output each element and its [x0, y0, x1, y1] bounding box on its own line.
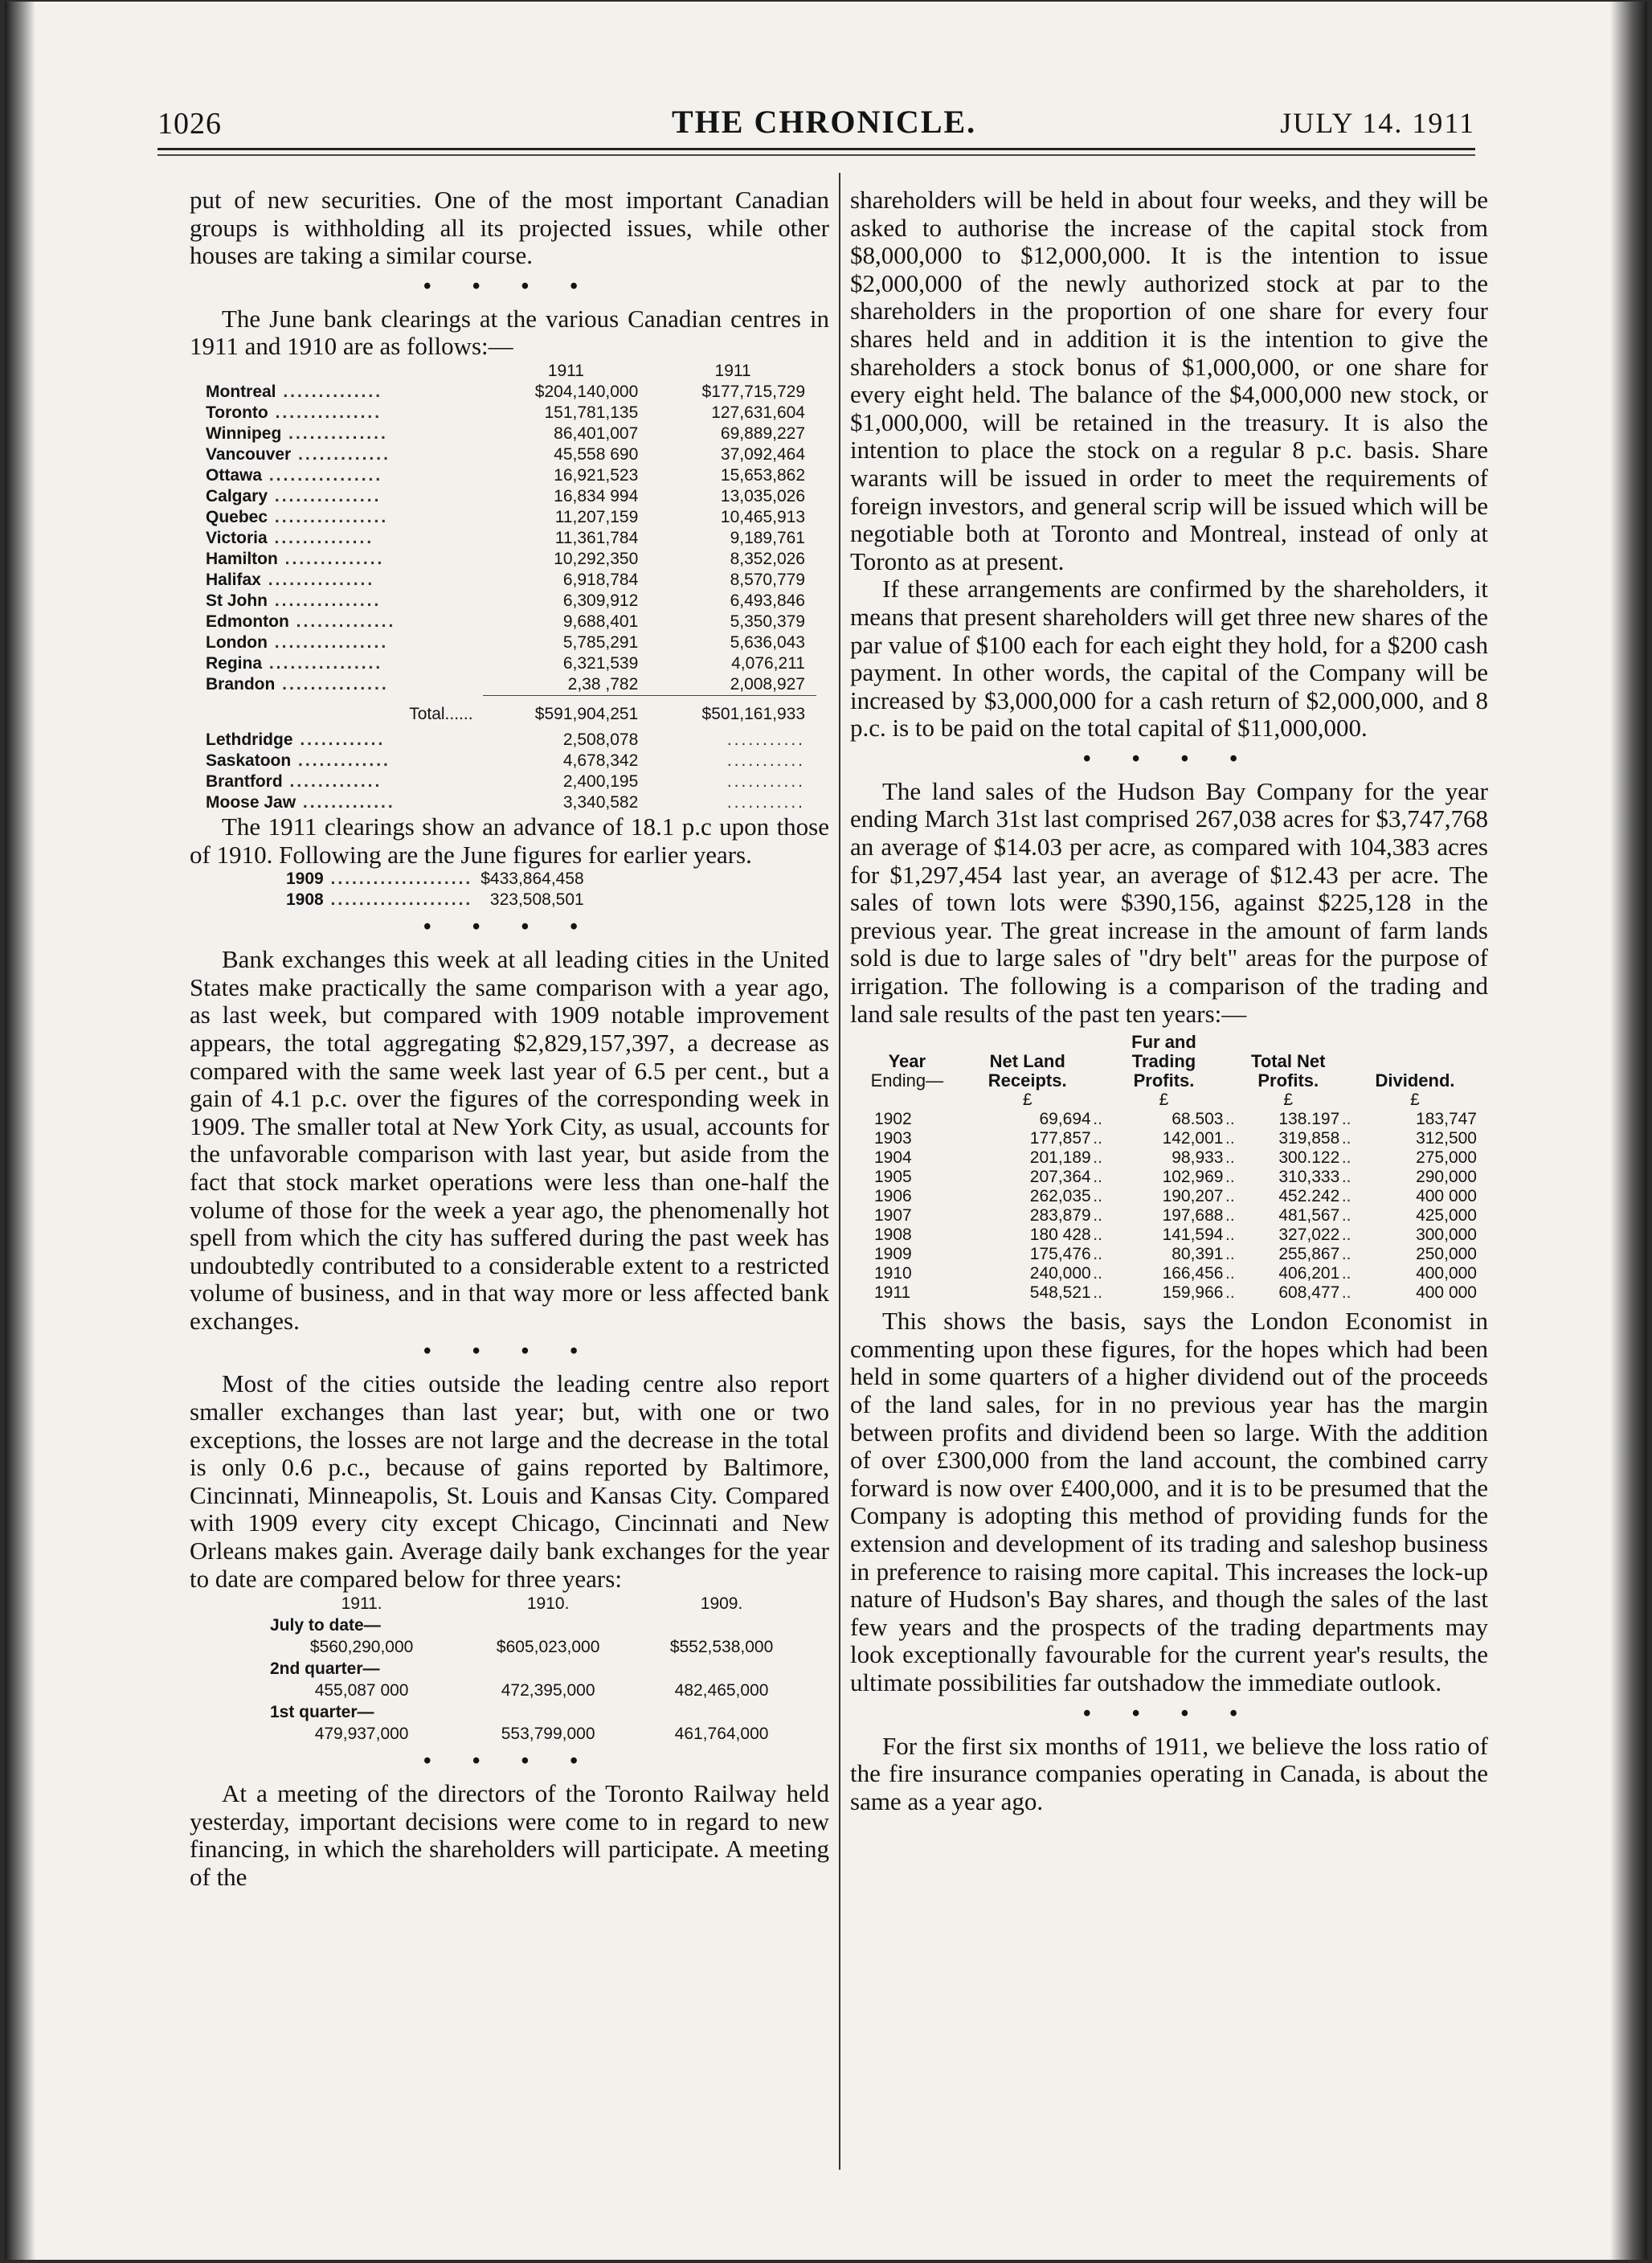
leader-dots: ...............: [260, 570, 375, 589]
leader-dots: ..: [1341, 1283, 1351, 1303]
earlier-year-value: 323,508,501: [489, 890, 584, 910]
hudson-year: 1904: [874, 1148, 912, 1168]
clearings-value-1911: 11,361,784: [554, 528, 639, 547]
leader-dots: ................: [267, 632, 389, 652]
hudson-dividend: 400 000: [1416, 1283, 1477, 1303]
daily-exchanges-value: 482,465,000: [674, 1681, 769, 1700]
clearings-value-1911: 4,678,342: [562, 751, 639, 770]
leader-dots: ................: [262, 465, 383, 485]
hudson-unit: £: [1410, 1091, 1420, 1110]
clearings-extra-row: [206, 771, 816, 792]
leader-dots: ..: [1093, 1168, 1102, 1187]
daily-exchanges-value: 479,937,000: [314, 1725, 409, 1744]
clearings-row: [206, 382, 816, 403]
clearings-value-1910: ...........: [726, 792, 805, 812]
clearings-total-1911: $591,904,251: [483, 695, 650, 730]
daily-exchanges-section-label-row: [262, 1701, 808, 1723]
hudson-net-header: Total Net Profits.: [1251, 1051, 1326, 1091]
daily-exchanges-table: [262, 1593, 808, 1745]
hudson-net-profits: 481,567: [1278, 1206, 1340, 1226]
clearings-row: [206, 549, 816, 570]
daily-exchanges-section-label: July to date—: [270, 1616, 381, 1635]
leader-dots: ..: [1225, 1206, 1235, 1226]
earlier-years-table: [286, 869, 592, 911]
leader-dots: ..: [1225, 1264, 1235, 1283]
daily-exchanges-value: 455,087 000: [314, 1681, 409, 1700]
daily-exchanges-value: $552,538,000: [669, 1638, 774, 1657]
leader-dots: ..............: [281, 424, 388, 443]
paragraph-clearings-advance: The 1911 clearings show an advance of 18.1 p.c upon those of 1910. Following are the June figures for earlier years.: [190, 812, 829, 869]
hudson-land-receipts: 548,521: [1029, 1283, 1091, 1303]
earlier-year-row: [286, 869, 592, 890]
scan-right-edge-shadow: [1610, 2, 1647, 2260]
header-rule-top: [157, 148, 1475, 150]
hudson-net-profits: 327,022: [1278, 1226, 1340, 1245]
clearings-city: Edmonton ..............: [206, 612, 396, 631]
hudson-dividend: 400 000: [1416, 1187, 1477, 1206]
leader-dots: ..: [1341, 1226, 1351, 1245]
clearings-row: [206, 424, 816, 444]
paragraph-fire-insurance-loss-ratio: For the first six months of 1911, we believe the loss ratio of the fire insurance companies operating in Canada, is about the same as a year ago.: [850, 1731, 1488, 1815]
masthead-title: THE CHRONICLE.: [672, 104, 977, 140]
clearings-extra-row: [206, 751, 816, 771]
hudson-land-receipts: 283,879: [1029, 1206, 1091, 1226]
earlier-year: 1909 ....................: [286, 870, 473, 889]
leader-dots: ..: [1093, 1110, 1102, 1129]
daily-exchanges-header-1911: 1911.: [341, 1594, 382, 1614]
leader-dots: ...............: [268, 591, 382, 610]
left-column: [190, 186, 829, 1892]
hudson-year: 1905: [874, 1168, 912, 1187]
clearings-value-1911: 3,340,582: [562, 792, 639, 812]
hudson-net-profits: 406,201: [1278, 1264, 1340, 1283]
hudson-row: [850, 1283, 1477, 1303]
hudson-dividend: 250,000: [1416, 1245, 1477, 1264]
daily-exchanges-header-1909: 1909.: [700, 1594, 743, 1614]
clearings-value-1911: 6,309,912: [562, 591, 639, 610]
hudson-net-profits: 452.242: [1278, 1187, 1340, 1206]
leader-dots: .............: [282, 771, 382, 791]
clearings-total-row: [206, 695, 816, 730]
clearings-value-1911: 2,400,195: [562, 771, 639, 791]
page-header: [157, 106, 1475, 146]
leader-dots: ..: [1225, 1168, 1235, 1187]
scan-left-edge-shadow: [5, 2, 35, 2260]
clearings-value-1910: 8,570,779: [730, 570, 805, 589]
paragraph-bank-exchanges: Bank exchanges this week at all leading cities in the United States make practically the same comparison with a year ago, as last week, but compared with 1909 notable improvement appears, the total aggregating $2,829,157,397, a decrease as compared with the same week last year of 6.5 per cent., but a gain of 4.1 p.c. over the figures of the corresponding week in 1909. The smaller total at New York City, as usual, accounts for the unfavorable comparison with last year, but aside from the fact that stock market operations were less than one-half the volume of those for the week a year ago, the phenomenally hot spell from which the city has suffered during the past week has undoubtedly contributed to a considerable extent to a restricted volume of business, and in that way more or less affected bank exchanges.: [190, 945, 829, 1335]
hudson-net-profits: 255,867: [1278, 1245, 1340, 1264]
hudson-dividend-header: Dividend.: [1375, 1070, 1455, 1091]
hudson-fur-profits: 190,207: [1162, 1187, 1224, 1206]
daily-exchanges-section-label-row: [262, 1614, 808, 1636]
hudson-unit: £: [1159, 1091, 1169, 1110]
clearings-value-1910: 5,350,379: [730, 612, 805, 631]
clearings-value-1910: 4,076,211: [731, 653, 805, 673]
leader-dots: ..: [1093, 1283, 1102, 1303]
hudson-year: 1907: [874, 1206, 912, 1226]
clearings-value-1911: 45,558 690: [554, 444, 639, 464]
clearings-city: Vancouver .............: [206, 444, 391, 464]
leader-dots: ....................: [323, 890, 473, 910]
clearings-city: Brantford .............: [206, 771, 382, 791]
clearings-value-1911: 6,918,784: [562, 570, 639, 589]
section-separator: • • • •: [1082, 1700, 1256, 1726]
hudson-year: 1909: [874, 1245, 912, 1264]
leader-dots: ................: [268, 507, 389, 526]
leader-dots: ..: [1225, 1245, 1235, 1264]
hudson-year: 1910: [874, 1264, 912, 1283]
hudson-row: [850, 1226, 1477, 1245]
hudson-year: 1903: [874, 1129, 912, 1148]
daily-exchanges-value: 461,764,000: [674, 1725, 769, 1744]
leader-dots: ..: [1093, 1148, 1102, 1168]
leader-dots: .............: [291, 444, 391, 464]
clearings-row: [206, 507, 816, 528]
hudson-net-profits: 319,858: [1278, 1129, 1340, 1148]
leader-dots: ..: [1341, 1245, 1351, 1264]
clearings-value-1910: ...........: [726, 751, 805, 770]
leader-dots: ..: [1341, 1264, 1351, 1283]
clearings-value-1911: 9,688,401: [562, 612, 639, 631]
clearings-value-1910: ...........: [726, 730, 805, 749]
daily-exchanges-section-label-row: [262, 1658, 808, 1680]
issue-date: JULY 14. 1911: [1280, 107, 1475, 139]
clearings-row: [206, 674, 816, 696]
leader-dots: ..: [1225, 1148, 1235, 1168]
hudson-net-profits: 608,477: [1278, 1283, 1340, 1303]
clearings-value-1910: 2,008,927: [730, 674, 805, 694]
leader-dots: ....................: [323, 870, 473, 889]
leader-dots: ..: [1225, 1129, 1235, 1148]
hudson-fur-profits: 197,688: [1162, 1206, 1224, 1226]
clearings-row: [206, 403, 816, 424]
leader-dots: ..: [1341, 1110, 1351, 1129]
leader-dots: ..: [1093, 1187, 1102, 1206]
clearings-city: St John ...............: [206, 591, 382, 610]
clearings-total-label: Total......: [409, 704, 473, 723]
paragraph-new-securities: put of new securities. One of the most important Canadian groups is withholding all its projected issues, while other houses are taking a similar course.: [190, 186, 829, 270]
clearings-value-1910: 13,035,026: [720, 486, 805, 505]
hudson-land-receipts: 180 428: [1029, 1226, 1091, 1245]
clearings-city: Calgary ...............: [206, 486, 382, 505]
hudson-dividend: 183,747: [1416, 1110, 1477, 1129]
hudson-unit: £: [1022, 1091, 1032, 1110]
clearings-row: [206, 570, 816, 591]
clearings-value-1911: 2,508,078: [562, 730, 639, 749]
hudson-dividend: 425,000: [1416, 1206, 1477, 1226]
clearings-value-1910: 9,189,761: [730, 528, 805, 547]
clearings-value-1911: 151,781,135: [544, 403, 639, 422]
leader-dots: ..............: [288, 612, 396, 631]
right-column: [850, 186, 1488, 1815]
earlier-year: 1908 ....................: [286, 890, 473, 910]
hudson-dividend: 312,500: [1416, 1129, 1477, 1148]
hudson-land-receipts: 207,364: [1029, 1168, 1091, 1187]
hudson-dividend: 300,000: [1416, 1226, 1477, 1245]
leader-dots: ..: [1341, 1168, 1351, 1187]
clearings-value-1911: $204,140,000: [534, 382, 639, 401]
daily-exchanges-value: $560,290,000: [309, 1638, 414, 1657]
clearings-value-1910: 127,631,604: [711, 403, 805, 422]
leader-dots: ..: [1225, 1187, 1235, 1206]
paragraph-toronto-railway: At a meeting of the directors of the Toronto Railway held yesterday, important decisions were come to in regard to new financing, in which the shareholders will participate. A meeting of the: [190, 1779, 829, 1891]
clearings-row: [206, 632, 816, 653]
leader-dots: ..: [1341, 1187, 1351, 1206]
hudson-fur-profits: 80,391: [1172, 1245, 1224, 1264]
hudson-unit: £: [1283, 1091, 1294, 1110]
clearings-col2-header: 1911: [714, 361, 751, 380]
section-separator: • • • •: [423, 1339, 596, 1365]
hudson-dividend: 275,000: [1416, 1148, 1477, 1168]
leader-dots: ..: [1093, 1264, 1102, 1283]
clearings-value-1911: 6,321,539: [562, 653, 639, 673]
clearings-value-1910: 69,889,227: [720, 424, 805, 443]
clearings-value-1910: 37,092,464: [720, 444, 805, 464]
clearings-value-1910: 6,493,846: [730, 591, 805, 610]
paragraph-economist-comment: This shows the basis, says the London Economist in commenting upon these figures, for the hopes which had been held in some quarters of a higher dividend out of the proceeds of the land sales, for in no previous year has the margin between profits and dividend been so large. With the addition of over £300,000 from the land account, the combined carry forward is now over £400,000, and it is to be presumed that the Company is adopting this method of providing funds for the extension and development of its trading and saleshop business in preference to raising more capital. This increases the lock-up nature of Hudson's Bay shares, and though the sales of the last few years and the prospects of the trading departments may look exceptionally favourable for the current year's results, the ultimate possibilities far outshadow the immediate outlook.: [850, 1307, 1488, 1696]
leader-dots: ..............: [276, 382, 383, 401]
hudson-land-receipts: 177,857: [1029, 1129, 1091, 1148]
leader-dots: ..............: [277, 549, 385, 568]
clearings-value-1910: 8,352,026: [730, 549, 805, 568]
hudson-row: [850, 1264, 1477, 1283]
leader-dots: ..: [1093, 1129, 1102, 1148]
hudson-fur-profits: 98,933: [1172, 1148, 1224, 1168]
leader-dots: ..: [1341, 1129, 1351, 1148]
clearings-city: Moose Jaw .............: [206, 792, 395, 812]
daily-exchanges-section-label: 2nd quarter—: [270, 1659, 380, 1679]
earlier-year-row: [286, 890, 592, 911]
daily-exchanges-header-1910: 1910.: [526, 1594, 570, 1614]
clearings-city: Quebec ................: [206, 507, 389, 526]
clearings-city: Regina ................: [206, 653, 383, 673]
section-separator: • • • •: [423, 273, 596, 299]
earlier-year-value: $433,864,458: [480, 870, 584, 889]
clearings-row: [206, 465, 816, 486]
clearings-value-1911: 16,921,523: [554, 465, 639, 485]
daily-exchanges-value: 553,799,000: [501, 1725, 595, 1744]
leader-dots: ............: [292, 730, 386, 749]
leader-dots: ..: [1225, 1283, 1235, 1303]
page-number: 1026: [157, 107, 222, 141]
clearings-value-1911: 2,38 ,782: [567, 674, 639, 694]
clearings-value-1911: 86,401,007: [554, 424, 639, 443]
hudson-land-receipts: 175,476: [1029, 1245, 1091, 1264]
leader-dots: ..: [1093, 1226, 1102, 1245]
hudson-year: 1908: [874, 1226, 912, 1245]
daily-exchanges-row: [262, 1723, 808, 1745]
leader-dots: ..: [1093, 1206, 1102, 1226]
clearings-city: Hamilton ..............: [206, 549, 385, 568]
hudson-fur-profits: 68.503: [1172, 1110, 1224, 1129]
hudson-land-header: Net Land Receipts.: [988, 1051, 1067, 1091]
hudson-year: 1902: [874, 1110, 912, 1129]
clearings-row: [206, 444, 816, 465]
hudson-fur-profits: 102,969: [1162, 1168, 1224, 1187]
clearings-value-1911: 5,785,291: [562, 632, 639, 652]
hudson-dividend: 290,000: [1416, 1168, 1477, 1187]
clearings-value-1910: 15,653,862: [720, 465, 805, 485]
clearings-row: [206, 591, 816, 612]
clearings-row: [206, 528, 816, 549]
clearings-col1-header: 1911: [547, 361, 584, 380]
paragraph-june-clearings: The June bank clearings at the various Canadian centres in 1911 and 1910 are as follows:—: [190, 304, 829, 361]
hudson-row: [850, 1206, 1477, 1226]
leader-dots: ..: [1093, 1245, 1102, 1264]
clearings-city: Lethdridge ............: [206, 730, 386, 749]
hudson-net-profits: 310,333: [1278, 1168, 1340, 1187]
paragraph-cities-outside: Most of the cities outside the leading centre also report smaller exchanges than last year; but, with one or two exceptions, the losses are not large and the decrease in the total is only 0.6 p.c., because of gains reported by Baltimore, Cincinnati, Minneapolis, St. Louis and Kansas City. Compared with 1909 every city except Chicago, Cincinnati and New Orleans makes gain. Average daily bank exchanges for the year to date are compared below for three years:: [190, 1369, 829, 1593]
leader-dots: ...............: [268, 486, 382, 505]
hudson-year-header: Year Ending—: [870, 1051, 944, 1091]
clearings-value-1911: 10,292,350: [554, 549, 639, 568]
clearings-city: Winnipeg ..............: [206, 424, 388, 443]
clearings-row: [206, 486, 816, 507]
clearings-extra-row: [206, 730, 816, 751]
leader-dots: .............: [291, 751, 391, 770]
clearings-extra-row: [206, 792, 816, 813]
hudson-land-receipts: 262,035: [1029, 1187, 1091, 1206]
clearings-value-1910: 5,636,043: [730, 632, 805, 652]
leader-dots: ..: [1225, 1226, 1235, 1245]
clearings-value-1910: $177,715,729: [701, 382, 805, 401]
clearings-city: Brandon ...............: [206, 675, 389, 694]
hudson-fur-profits: 142,001: [1162, 1129, 1224, 1148]
leader-dots: ...............: [268, 403, 382, 422]
clearings-row: [206, 653, 816, 674]
clearings-city: Toronto ...............: [206, 403, 382, 422]
clearings-city: Montreal ..............: [206, 382, 383, 401]
clearings-value-1911: 16,834 994: [554, 486, 639, 505]
leader-dots: .............: [296, 792, 395, 812]
clearings-value-1910: 10,465,913: [720, 507, 805, 526]
column-divider: [839, 173, 840, 2170]
paragraph-toronto-railway-continued: shareholders will be held in about four weeks, and they will be asked to authorise the increase of the capital stock from $8,000,000 to $12,000,000. It is the intention to issue $2,000,000 of the newly authorized stock at par to the shareholders in the proportion of one share for every four shares held and in addition it is the intention to give the shareholders a stock bonus of $1,000,000, or one share for every eight held. The balance of the $4,000,000 new stock, or $1,000,000, will be retained in the treasury. It is also the intention to place the stock on a regular 8 p.c. basis. Share warants will be issued in order to meet the requirements of foreign investors, and general scrip will be issued which will be negotiable both at Toronto and Montreal, instead of only at Toronto as at present.: [850, 186, 1488, 575]
hudson-row: [850, 1168, 1477, 1187]
clearings-city: London ................: [206, 632, 389, 652]
header-rule-bottom: [157, 154, 1475, 156]
clearings-value-1910: ...........: [726, 771, 805, 791]
hudson-land-receipts: 201,189: [1029, 1148, 1091, 1168]
hudson-row: [850, 1187, 1477, 1206]
hudson-row: [850, 1245, 1477, 1264]
clearings-city: Saskatoon .............: [206, 751, 391, 770]
hudson-fur-profits: 141,594: [1162, 1226, 1224, 1245]
hudson-fur-profits: 159,966: [1162, 1283, 1224, 1303]
hudson-bay-results-table: [850, 1033, 1477, 1303]
leader-dots: ..: [1341, 1206, 1351, 1226]
clearings-city: Halifax ...............: [206, 570, 375, 589]
leader-dots: ..: [1225, 1110, 1235, 1129]
hudson-net-profits: 138.197: [1278, 1110, 1340, 1129]
clearings-value-1911: 11,207,159: [554, 507, 639, 526]
clearings-city: Victoria ..............: [206, 528, 374, 547]
daily-exchanges-row: [262, 1636, 808, 1658]
leader-dots: ................: [262, 653, 383, 673]
hudson-fur-profits: 166,456: [1162, 1264, 1224, 1283]
leader-dots: ...............: [275, 675, 389, 694]
clearings-row: [206, 612, 816, 632]
hudson-land-receipts: 240,000: [1029, 1264, 1091, 1283]
paragraph-arrangements: If these arrangements are confirmed by the shareholders, it means that present shareholders will get three new shares of the par value of $100 each for each eight they hold, for a $200 cash payment. In other words, the capital of the Company will be increased by $3,000,000 for a cash return of $2,000,000, and 8 p.c. is to be paid on the total capital of $11,000,000.: [850, 575, 1488, 743]
section-separator: • • • •: [423, 915, 596, 940]
hudson-fur-header: Fur and Trading Profits.: [1131, 1032, 1196, 1091]
hudson-dividend: 400,000: [1416, 1264, 1477, 1283]
daily-exchanges-row: [262, 1680, 808, 1701]
paragraph-hudson-bay-land-sales: The land sales of the Hudson Bay Company for the year ending March 31st last comprised 267,038 acres for $3,747,768 an average of $14.03 per acre, as compared with 104,383 acres for $1,297,454 last year, an average of $12.43 per acre. The sales of town lots were $390,156, against $225,128 in the previous year. The great increase in the amount of farm lands sold is due to large sales of "dry belt" areas for the purpose of irrigation. The following is a comparison of the trading and land sale results of the past ten years:—: [850, 776, 1488, 1028]
hudson-row: [850, 1110, 1477, 1129]
hudson-year: 1911: [874, 1283, 911, 1303]
daily-exchanges-value: $605,023,000: [496, 1638, 600, 1657]
hudson-year: 1906: [874, 1187, 912, 1206]
hudson-land-receipts: 69,694: [1039, 1110, 1091, 1129]
daily-exchanges-value: 472,395,000: [501, 1681, 595, 1700]
leader-dots: ..: [1341, 1148, 1351, 1168]
hudson-row: [850, 1148, 1477, 1168]
clearings-table: [206, 361, 816, 813]
daily-exchanges-section-label: 1st quarter—: [270, 1703, 374, 1722]
clearings-total-1910: $501,161,933: [649, 695, 816, 730]
hudson-row: [850, 1129, 1477, 1148]
leader-dots: ..............: [267, 528, 374, 547]
section-separator: • • • •: [1082, 746, 1256, 771]
clearings-city: Ottawa ................: [206, 465, 383, 485]
section-separator: • • • •: [423, 1749, 596, 1774]
hudson-net-profits: 300.122: [1278, 1148, 1340, 1168]
